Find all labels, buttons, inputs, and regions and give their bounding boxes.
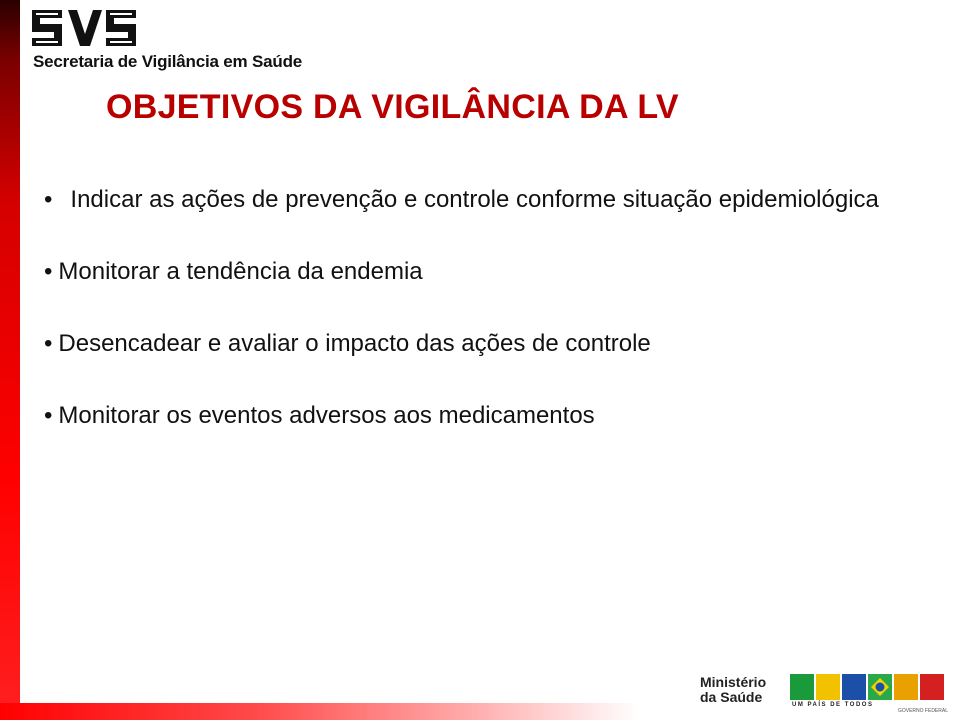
slide-title: OBJETIVOS DA VIGILÂNCIA DA LV: [106, 88, 679, 126]
bullet-text: Indicar as ações de prevenção e controle conforme situação epidemiológica: [70, 186, 879, 213]
bullet-item: [44, 255, 924, 289]
government-text: GOVERNO FEDERAL: [897, 708, 948, 714]
bottom-accent-bar: [0, 703, 640, 720]
left-accent-bar: [0, 0, 20, 720]
bullet-text: Monitorar os eventos adversos aos medicamentos: [58, 402, 595, 429]
brasil-logo: [790, 672, 946, 702]
bullet-symbol: •: [44, 186, 53, 213]
bullet-symbol: •: [44, 258, 53, 285]
brasil-tagline: UM PAÍS DE TODOS: [792, 702, 874, 708]
logo-subtitle: Secretaria de Vigilância em Saúde: [33, 52, 303, 71]
svs-logo: [30, 4, 330, 74]
footer-logos: [700, 672, 950, 714]
svs-logo-mark: [30, 4, 140, 50]
bullet-item: [44, 399, 924, 433]
bullet-symbol: •: [44, 402, 53, 429]
bullet-item: [44, 183, 924, 217]
ministry-logo: [700, 675, 766, 705]
ministry-line1: Ministério: [700, 674, 767, 690]
bullet-symbol: •: [44, 330, 53, 357]
bullet-text: Monitorar a tendência da endemia: [58, 258, 423, 285]
ministry-line2: da Saúde: [700, 689, 763, 705]
bullet-text: Desencadear e avaliar o impacto das ações de controle: [58, 330, 651, 357]
bullet-list: [44, 183, 924, 471]
bullet-item: [44, 327, 924, 361]
